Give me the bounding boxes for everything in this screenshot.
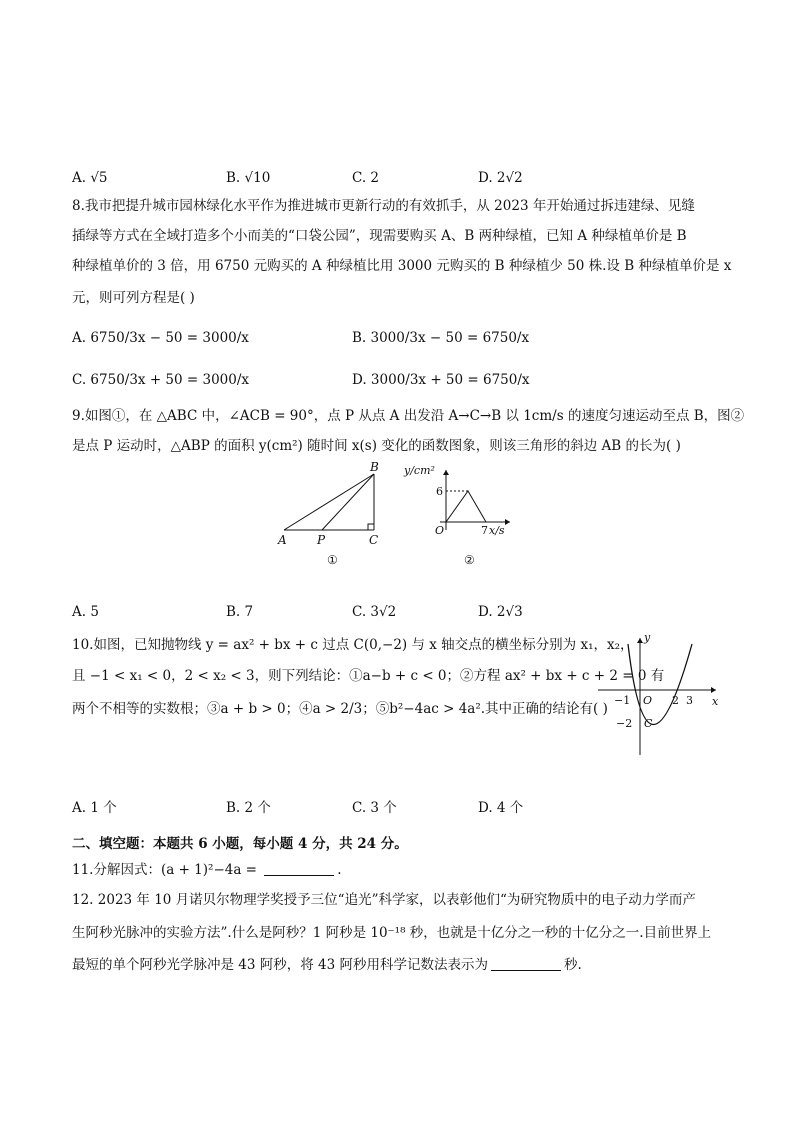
- tick-2: 2: [672, 694, 679, 707]
- q12-line-2: 生阿秒光脉冲的实验方法”.什么是阿秒？1 阿秒是 10⁻¹⁸ 秒，也就是十亿分之一秒的十亿分之一.目前世界上: [72, 925, 712, 941]
- q12-line-1: 12. 2023 年 10 月诺贝尔物理学奖授予三位“追光”科学家，以表彰他们“为研究物质中的电子动力学而产: [72, 892, 696, 908]
- q8-line-1: 8.我市把提升城市园林绿化水平作为推进城市更新行动的有效抓手，从 2023 年开始通过拆违建绿、见缝: [72, 198, 695, 214]
- q10-figure: [596, 630, 726, 760]
- q9-figure-1: [270, 460, 390, 570]
- q8-option-c: C. 6750/3x + 50 = 3000/x: [72, 372, 250, 388]
- q7-option-a: A. √5: [72, 170, 108, 186]
- q7-option-d: D. 2√2: [478, 170, 523, 186]
- q11-suffix: .: [337, 862, 342, 878]
- segment-ab: [284, 474, 374, 530]
- q10-line-3: 两个不相等的实数根；③a + b > 0；④a > 2/3；⑤b²−4ac > 4a².其中正确的结论有( ): [72, 701, 608, 717]
- figure-1-caption: ①: [327, 553, 338, 567]
- section-2-title: 二、填空题：本题共 6 小题，每小题 4 分，共 24 分。: [72, 836, 408, 852]
- q8-option-b: B. 3000/3x − 50 = 6750/x: [352, 330, 530, 346]
- q10-option-b: B. 2 个: [226, 800, 271, 816]
- x-axis-arrow: [505, 519, 510, 525]
- q9-line-2: 是点 P 运动时，△ABP 的面积 y(cm²) 随时间 x(s) 变化的函数图象，则该三角形的斜边 AB 的长为( ): [72, 438, 681, 454]
- label-p: P: [317, 533, 326, 547]
- q9-option-d: D. 2√3: [478, 604, 523, 620]
- q8-line-3: 种绿植单价的 3 倍，用 6750 元购买的 A 种绿植比用 3000 元购买的 B 种绿植少 50 株.设 B 种绿植单价是 x: [72, 258, 732, 274]
- q8-line-2: 插绿等方式在全域打造多个小而美的“口袋公园”，现需要购买 A、B 两种绿植，已知 A 种绿植单价是 B: [72, 228, 687, 244]
- origin-label: O: [643, 694, 653, 707]
- q10-option-c: C. 3 个: [352, 800, 397, 816]
- q11-answer-blank[interactable]: [264, 863, 334, 876]
- q10-option-d: D. 4 个: [478, 800, 524, 816]
- q10-option-a: A. 1 个: [72, 800, 117, 816]
- q9-line-1: 9.如图①，在 △ABC 中，∠ACB = 90°，点 P 从点 A 出发沿 A→C→B 以 1cm/s 的速度匀速运动至点 B，图②: [72, 408, 745, 424]
- parabola: [628, 644, 692, 725]
- q12-line-3-text: 最短的单个阿秒光学脉冲是 43 阿秒，将 43 阿秒用科学记数法表示为: [72, 957, 489, 973]
- y-label: y: [644, 631, 651, 644]
- origin-label: O: [435, 524, 445, 537]
- q11: [72, 862, 722, 879]
- x-tick-7: 7: [481, 524, 488, 537]
- q7-option-c: C. 2: [352, 170, 380, 186]
- tick-3: 3: [686, 694, 693, 707]
- x-axis-arrow: [711, 687, 716, 693]
- q11-text: 11.分解因式：(a + 1)²−4a =: [72, 862, 262, 878]
- y-axis-arrow: [637, 638, 643, 643]
- q12-answer-blank[interactable]: [491, 958, 561, 971]
- q8-line-4: 元，则可列方程是( ): [72, 290, 195, 306]
- point-c-label: C: [644, 717, 653, 730]
- right-angle-mark: [368, 524, 374, 530]
- area-graph-line: [446, 491, 486, 522]
- label-a: A: [278, 533, 287, 547]
- tick-neg2: −2: [616, 717, 633, 730]
- label-c: C: [369, 533, 379, 547]
- q12-line-3: [72, 957, 722, 974]
- label-b: B: [370, 460, 379, 474]
- q8-option-a: A. 6750/3x − 50 = 3000/x: [72, 330, 249, 346]
- q9-option-c: C. 3√2: [352, 604, 397, 620]
- q9-option-a: A. 5: [72, 604, 99, 620]
- q7-option-b: B. √10: [226, 170, 271, 186]
- q9-figure-2: [400, 460, 520, 570]
- q9-option-b: B. 7: [226, 604, 254, 620]
- y-axis-arrow: [443, 470, 449, 475]
- y-axis-label: y/cm²: [404, 464, 435, 477]
- x-axis-label: x/s: [489, 524, 505, 537]
- q10-line-1: 10.如图，已知抛物线 y = ax² + bx + c 过点 C(0,−2) 与 x 轴交点的横坐标分别为 x₁，x₂，: [72, 637, 634, 653]
- q12-line-3-suffix: 秒.: [564, 957, 582, 973]
- tick-neg1: −1: [614, 694, 631, 707]
- x-label: x: [712, 695, 719, 708]
- y-tick-6: 6: [436, 485, 443, 498]
- q8-option-d: D. 3000/3x + 50 = 6750/x: [352, 372, 530, 388]
- q10-line-2: 且 −1 < x₁ < 0，2 < x₂ < 3，则下列结论：①a−b + c < 0；②方程 ax² + bx + c + 2 = 0 有: [72, 668, 665, 684]
- figure-2-caption: ②: [464, 553, 475, 567]
